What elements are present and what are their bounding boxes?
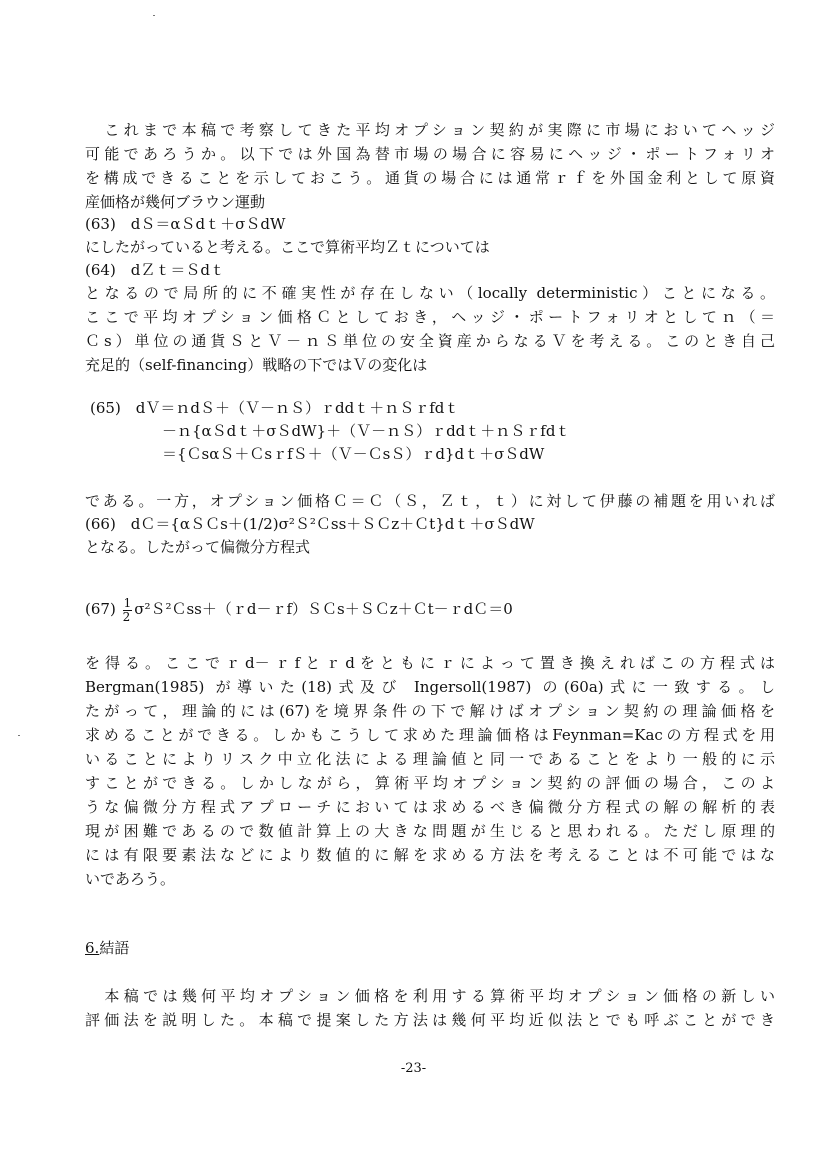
body-line: Bergman(1985) が導いた(18)式及び Ingersoll(1987) の(60a)式に一致する。し: [85, 678, 775, 696]
section-heading: [85, 938, 775, 958]
body-line: にしたがっていると考える。ここで算術平均Ｚｔについては: [85, 238, 490, 256]
section-number: 6.: [85, 939, 100, 957]
body-line: いることによりリスク中立化法による理論値と同一であることをより一般的に示: [85, 750, 775, 768]
page-number: -23-: [400, 1061, 427, 1076]
body-line: となる。したがって偏微分方程式: [85, 538, 311, 556]
equation-66: (66) dＣ＝{αＳＣs＋(1/2)σ²Ｓ²Ｃss＋ＳＣz＋Ｃt}dｔ＋σＳdW: [85, 515, 535, 533]
body-line: を得る。ここでｒd－ｒfとｒdをともにｒによって置き換えればこの方程式は: [85, 654, 775, 672]
body-line: いであろう。: [85, 870, 176, 888]
body-line: ここで平均オプション価格Ｃとしておき，ヘッジ・ポートフォリオとしてｎ（＝: [85, 308, 775, 326]
body-line: たがって，理論的には(67)を境界条件の下で解けばオプション契約の理論価格を: [85, 702, 775, 720]
body-line: 現が困難であるので数値計算上の大きな問題が生じると思われる。ただし原理的: [85, 822, 775, 840]
body-line: 評価法を説明した。本稿で提案した方法は幾何平均近似法とでも呼ぶことができ: [85, 1011, 775, 1029]
body-line: 求めることができる。しかもこうして求めた理論価格はFeynman=Kacの方程式を用: [85, 726, 775, 744]
equation-63: (63) dＳ＝αＳdｔ＋σＳdW: [85, 215, 286, 233]
body-line: には有限要素法などにより数値的に解を求める方法を考えることは不可能ではな: [85, 846, 775, 864]
scan-speck: [153, 15, 155, 16]
body-line: 産価格が幾何ブラウン運動: [85, 193, 266, 211]
body-line: 充足的（self-financing）戦略の下ではＶの変化は: [85, 356, 428, 374]
equation-65-line3: ＝{ＣsαＳ＋ＣsｒfＳ＋（Ｖ－ＣsＳ）ｒd}dｔ＋σＳdW: [162, 445, 545, 463]
body-line: となるので局所的に不確実性が存在しない（locally deterministic）ことになる。: [85, 284, 775, 302]
body-line: Ｃs）単位の通貨ＳとＶ－ｎＳ単位の安全資産からなるＶを考える。このとき自己: [85, 332, 775, 350]
fraction-one-half: [123, 597, 133, 624]
body-line: 本稿では幾何平均オプション価格を利用する算術平均オプション価格の新しい: [85, 987, 775, 1005]
equation-65-line2: －ｎ{αＳdｔ＋σＳdW}＋（Ｖ－ｎＳ）ｒddｔ＋ｎＳｒfdｔ: [162, 422, 571, 440]
equation-65-line1: (65) dＶ＝ｎdＳ＋（Ｖ－ｎＳ）ｒddｔ＋ｎＳｒfdｔ: [90, 399, 460, 417]
body-line: 可能であろうか。以下では外国為替市場の場合に容易にヘッジ・ポートフォリオ: [85, 145, 775, 163]
body-line: すことができる。しかしながら，算術平均オプション契約の評価の場合，このよ: [85, 774, 775, 792]
equation-67-label: (67): [85, 600, 116, 618]
section-title: 結語: [99, 939, 130, 957]
scan-speck: [18, 735, 20, 736]
body-line: うな偏微分方程式アプローチにおいては求めるべき偏微分方程式の解の解析的表: [85, 798, 775, 816]
equation-67-body: σ²Ｓ²Ｃss＋（ｒd－ｒf）ＳＣs＋ＳＣz＋Ｃt－ｒdＣ＝0: [134, 600, 513, 618]
equation-64: (64) dＺｔ＝Ｓdｔ: [85, 261, 225, 279]
body-line: を構成できることを示しておこう。通貨の場合には通常ｒｆを外国金利として原資: [85, 169, 775, 187]
fraction-denominator: 2: [122, 609, 131, 624]
body-line: である。一方，オプション価格Ｃ＝Ｃ（Ｓ，Ｚｔ，ｔ）に対して伊藤の補題を用いれば: [85, 492, 775, 510]
fraction-numerator: 1: [123, 596, 132, 610]
body-line: これまで本稿で考察してきた平均オプション契約が実際に市場においてヘッジ: [85, 121, 775, 139]
equation-67: [85, 596, 775, 624]
